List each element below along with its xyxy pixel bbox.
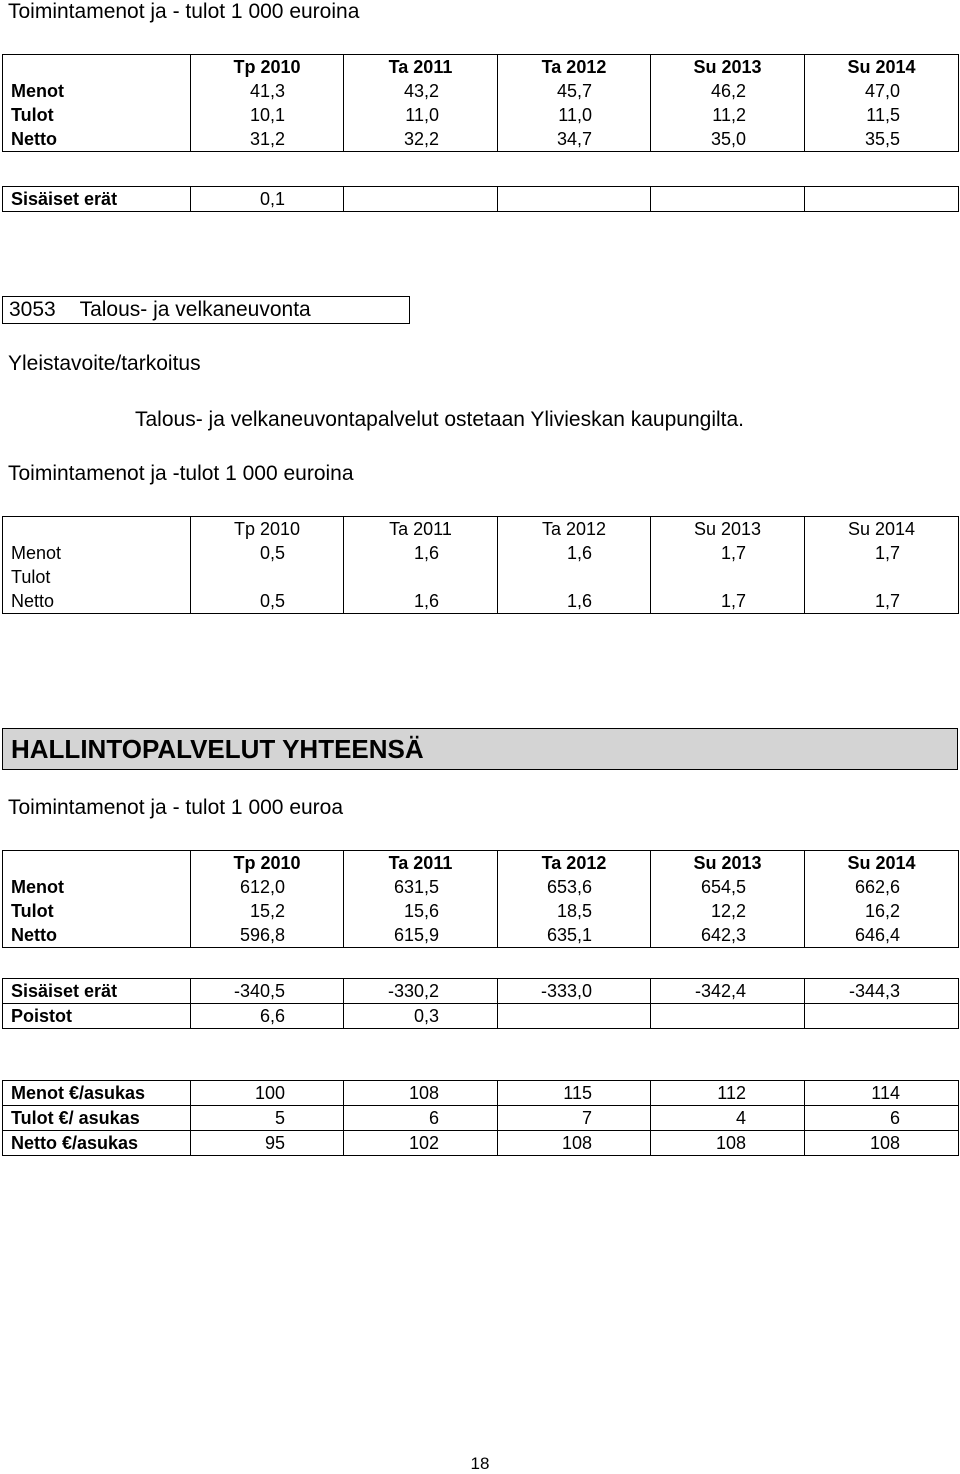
total-heading-box bbox=[2, 728, 958, 770]
table-cell: 1,6 bbox=[498, 589, 651, 614]
table-cell: 31,2 bbox=[191, 127, 344, 152]
table-row bbox=[3, 1131, 959, 1156]
row-label: Netto bbox=[3, 589, 191, 614]
column-header: Su 2014 bbox=[805, 55, 959, 80]
total-heading: HALLINTOPALVELUT YHTEENSÄ bbox=[11, 734, 424, 764]
table-row bbox=[3, 127, 959, 152]
table-cell bbox=[498, 565, 651, 589]
table-row bbox=[3, 1004, 959, 1029]
table-row bbox=[3, 187, 959, 212]
table-cell: -344,3 bbox=[805, 979, 959, 1004]
row-label: Tulot bbox=[3, 565, 191, 589]
table-cell bbox=[498, 187, 651, 212]
table-cell: 10,1 bbox=[191, 103, 344, 127]
table-cell: 4 bbox=[651, 1106, 805, 1131]
table-cell: 6 bbox=[805, 1106, 959, 1131]
table-cell: 612,0 bbox=[191, 875, 344, 899]
table-header-row bbox=[3, 851, 959, 876]
column-header: Su 2013 bbox=[651, 851, 805, 876]
column-header: Su 2014 bbox=[805, 517, 959, 542]
table-cell: 41,3 bbox=[191, 79, 344, 103]
table-cell: -330,2 bbox=[344, 979, 498, 1004]
table-cell: 35,5 bbox=[805, 127, 959, 152]
section1-table bbox=[2, 54, 959, 152]
table-cell: 635,1 bbox=[498, 923, 651, 948]
column-header: Ta 2011 bbox=[344, 55, 498, 80]
table-cell bbox=[805, 565, 959, 589]
table-cell: 6,6 bbox=[191, 1004, 344, 1029]
table-cell: 1,7 bbox=[805, 541, 959, 565]
table-cell bbox=[3, 517, 191, 542]
row-label: Netto €/asukas bbox=[3, 1131, 191, 1156]
table-cell: 631,5 bbox=[344, 875, 498, 899]
table-cell: -342,4 bbox=[651, 979, 805, 1004]
table-cell bbox=[191, 565, 344, 589]
table-row bbox=[3, 979, 959, 1004]
column-header: Tp 2010 bbox=[191, 851, 344, 876]
table-cell: 108 bbox=[344, 1081, 498, 1106]
table-cell: 1,6 bbox=[498, 541, 651, 565]
table-cell bbox=[651, 1004, 805, 1029]
table-cell: 114 bbox=[805, 1081, 959, 1106]
table-row bbox=[3, 1081, 959, 1106]
table-cell: 35,0 bbox=[651, 127, 805, 152]
table-cell bbox=[651, 565, 805, 589]
row-label: Menot bbox=[3, 875, 191, 899]
unit-name: Talous- ja velkaneuvonta bbox=[79, 298, 311, 321]
row-label: Tulot bbox=[3, 899, 191, 923]
table-cell: 18,5 bbox=[498, 899, 651, 923]
goal-heading: Yleistavoite/tarkoitus bbox=[8, 352, 201, 375]
table-cell: 1,7 bbox=[651, 589, 805, 614]
table-row bbox=[3, 1106, 959, 1131]
table-row bbox=[3, 541, 959, 565]
table-cell bbox=[651, 187, 805, 212]
table-cell: 12,2 bbox=[651, 899, 805, 923]
table-cell: 596,8 bbox=[191, 923, 344, 948]
table-cell: 1,6 bbox=[344, 541, 498, 565]
table-cell: 108 bbox=[651, 1131, 805, 1156]
table-cell: 11,2 bbox=[651, 103, 805, 127]
table-cell: 16,2 bbox=[805, 899, 959, 923]
table-cell: 0,3 bbox=[344, 1004, 498, 1029]
table-cell: 108 bbox=[805, 1131, 959, 1156]
table-cell bbox=[805, 1004, 959, 1029]
per-capita-table bbox=[2, 1080, 959, 1156]
table-cell: 642,3 bbox=[651, 923, 805, 948]
row-label: Sisäiset erät bbox=[3, 187, 191, 212]
table-cell: 1,6 bbox=[344, 589, 498, 614]
column-header: Tp 2010 bbox=[191, 517, 344, 542]
table-row bbox=[3, 565, 959, 589]
column-header: Ta 2012 bbox=[498, 517, 651, 542]
table-cell: 11,0 bbox=[344, 103, 498, 127]
unit-code: 3053 bbox=[9, 298, 56, 321]
unit-table bbox=[2, 516, 959, 614]
total-other-table bbox=[2, 978, 959, 1029]
unit-heading-box bbox=[2, 296, 410, 324]
table-cell: 654,5 bbox=[651, 875, 805, 899]
table-cell: 15,2 bbox=[191, 899, 344, 923]
row-label: Netto bbox=[3, 127, 191, 152]
table-cell: 7 bbox=[498, 1106, 651, 1131]
section1-internal-table bbox=[2, 186, 959, 212]
column-header: Su 2013 bbox=[651, 55, 805, 80]
table-cell: 32,2 bbox=[344, 127, 498, 152]
row-label: Netto bbox=[3, 923, 191, 948]
table-cell: 11,5 bbox=[805, 103, 959, 127]
table-cell bbox=[805, 187, 959, 212]
table-cell: 95 bbox=[191, 1131, 344, 1156]
table-cell: 11,0 bbox=[498, 103, 651, 127]
table-cell: 615,9 bbox=[344, 923, 498, 948]
table-cell bbox=[3, 55, 191, 80]
table-cell: 108 bbox=[498, 1131, 651, 1156]
table-row bbox=[3, 589, 959, 614]
row-label: Menot bbox=[3, 79, 191, 103]
row-label: Poistot bbox=[3, 1004, 191, 1029]
table-cell: 6 bbox=[344, 1106, 498, 1131]
table-cell: 5 bbox=[191, 1106, 344, 1131]
column-header: Ta 2011 bbox=[344, 851, 498, 876]
table-cell: 1,7 bbox=[805, 589, 959, 614]
table-row bbox=[3, 923, 959, 948]
total-table-title: Toimintamenot ja - tulot 1 000 euroa bbox=[8, 796, 344, 819]
table-cell: -333,0 bbox=[498, 979, 651, 1004]
section1-title: Toimintamenot ja - tulot 1 000 euroina bbox=[8, 0, 360, 23]
column-header: Su 2014 bbox=[805, 851, 959, 876]
goal-text: Talous- ja velkaneuvontapalvelut ostetaan Ylivieskan kaupungilta. bbox=[135, 408, 745, 431]
table-cell: 646,4 bbox=[805, 923, 959, 948]
table-header-row bbox=[3, 517, 959, 542]
table-cell: 0,5 bbox=[191, 589, 344, 614]
column-header: Ta 2011 bbox=[344, 517, 498, 542]
table-row bbox=[3, 899, 959, 923]
table-cell: 0,5 bbox=[191, 541, 344, 565]
column-header: Ta 2012 bbox=[498, 55, 651, 80]
table-cell: 43,2 bbox=[344, 79, 498, 103]
unit-table-title: Toimintamenot ja -tulot 1 000 euroina bbox=[8, 462, 354, 485]
table-cell: 15,6 bbox=[344, 899, 498, 923]
table-row bbox=[3, 103, 959, 127]
column-header: Tp 2010 bbox=[191, 55, 344, 80]
table-row bbox=[3, 875, 959, 899]
table-cell: 45,7 bbox=[498, 79, 651, 103]
row-label: Menot bbox=[3, 541, 191, 565]
table-cell: 115 bbox=[498, 1081, 651, 1106]
page-number: 18 bbox=[470, 1454, 490, 1473]
table-cell bbox=[344, 187, 498, 212]
table-cell: -340,5 bbox=[191, 979, 344, 1004]
table-cell: 46,2 bbox=[651, 79, 805, 103]
table-cell: 653,6 bbox=[498, 875, 651, 899]
row-label: Tulot bbox=[3, 103, 191, 127]
table-cell bbox=[498, 1004, 651, 1029]
column-header: Ta 2012 bbox=[498, 851, 651, 876]
table-cell bbox=[3, 851, 191, 876]
row-label: Sisäiset erät bbox=[3, 979, 191, 1004]
column-header: Su 2013 bbox=[651, 517, 805, 542]
row-label: Menot €/asukas bbox=[3, 1081, 191, 1106]
row-label: Tulot €/ asukas bbox=[3, 1106, 191, 1131]
table-cell: 47,0 bbox=[805, 79, 959, 103]
table-cell: 0,1 bbox=[191, 187, 344, 212]
total-table bbox=[2, 850, 959, 948]
table-cell: 112 bbox=[651, 1081, 805, 1106]
table-header-row bbox=[3, 55, 959, 80]
table-cell: 34,7 bbox=[498, 127, 651, 152]
table-cell bbox=[344, 565, 498, 589]
table-cell: 102 bbox=[344, 1131, 498, 1156]
table-row bbox=[3, 79, 959, 103]
table-cell: 662,6 bbox=[805, 875, 959, 899]
table-cell: 100 bbox=[191, 1081, 344, 1106]
table-cell: 1,7 bbox=[651, 541, 805, 565]
